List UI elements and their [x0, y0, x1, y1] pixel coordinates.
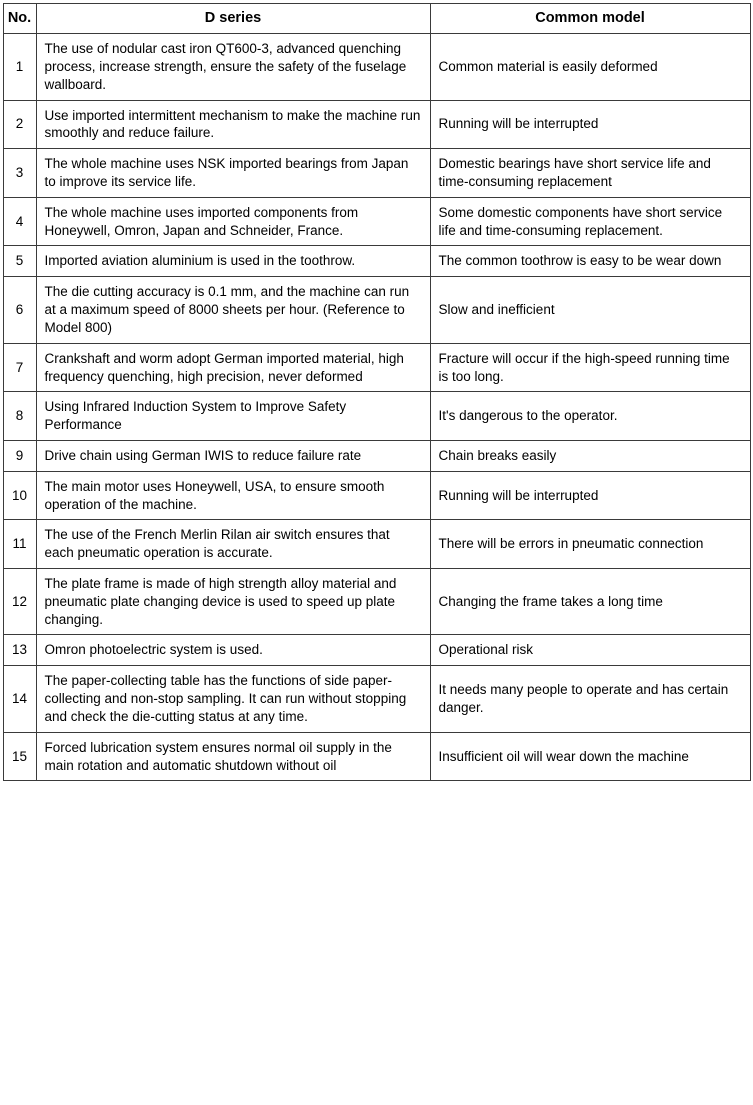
row-number-cell: 10	[3, 471, 36, 520]
row-number-cell: 11	[3, 520, 36, 569]
table-row	[3, 635, 750, 666]
d-series-cell: Using Infrared Induction System to Improve Safety Performance	[36, 392, 430, 441]
d-series-cell: The whole machine uses imported components from Honeywell, Omron, Japan and Schneider, France.	[36, 197, 430, 246]
table-row	[3, 149, 750, 198]
d-series-cell: The whole machine uses NSK imported bearings from Japan to improve its service life.	[36, 149, 430, 198]
common-model-cell: Slow and inefficient	[430, 277, 750, 343]
common-model-cell: Chain breaks easily	[430, 440, 750, 471]
column-header-common-model: Common model	[430, 4, 750, 34]
common-model-cell: There will be errors in pneumatic connection	[430, 520, 750, 569]
common-model-cell: Fracture will occur if the high-speed running time is too long.	[430, 343, 750, 392]
d-series-cell: Crankshaft and worm adopt German imported material, high frequency quenching, high precision, never deformed	[36, 343, 430, 392]
row-number-cell: 14	[3, 666, 36, 732]
row-number-cell: 9	[3, 440, 36, 471]
common-model-cell: The common toothrow is easy to be wear down	[430, 246, 750, 277]
row-number-cell: 8	[3, 392, 36, 441]
d-series-cell: The use of the French Merlin Rilan air switch ensures that each pneumatic operation is accurate.	[36, 520, 430, 569]
common-model-cell: Insufficient oil will wear down the machine	[430, 732, 750, 781]
d-series-cell: The plate frame is made of high strength alloy material and pneumatic plate changing device is used to speed up plate changing.	[36, 569, 430, 635]
row-number-cell: 5	[3, 246, 36, 277]
common-model-cell: Operational risk	[430, 635, 750, 666]
common-model-cell: Running will be interrupted	[430, 471, 750, 520]
row-number-cell: 3	[3, 149, 36, 198]
common-model-cell: Changing the frame takes a long time	[430, 569, 750, 635]
common-model-cell: Running will be interrupted	[430, 100, 750, 149]
column-header-no: No.	[3, 4, 36, 34]
row-number-cell: 13	[3, 635, 36, 666]
d-series-cell: Drive chain using German IWIS to reduce failure rate	[36, 440, 430, 471]
row-number-cell: 15	[3, 732, 36, 781]
d-series-cell: The paper-collecting table has the functions of side paper-collecting and non-stop sampling. It can run without stopping and check the die-cutting status at any time.	[36, 666, 430, 732]
common-model-cell: Some domestic components have short service life and time-consuming replacement.	[430, 197, 750, 246]
table-row	[3, 732, 750, 781]
column-header-d-series: D series	[36, 4, 430, 34]
table-row	[3, 569, 750, 635]
d-series-cell: Imported aviation aluminium is used in the toothrow.	[36, 246, 430, 277]
row-number-cell: 6	[3, 277, 36, 343]
row-number-cell: 1	[3, 34, 36, 100]
d-series-cell: The use of nodular cast iron QT600-3, advanced quenching process, increase strength, ensure the safety of the fuselage wallboard.	[36, 34, 430, 100]
d-series-cell: The die cutting accuracy is 0.1 mm, and the machine can run at a maximum speed of 8000 sheets per hour. (Reference to Model 800)	[36, 277, 430, 343]
row-number-cell: 2	[3, 100, 36, 149]
row-number-cell: 7	[3, 343, 36, 392]
d-series-cell: Forced lubrication system ensures normal oil supply in the main rotation and automatic shutdown without oil	[36, 732, 430, 781]
row-number-cell: 4	[3, 197, 36, 246]
table-row	[3, 440, 750, 471]
common-model-cell: It's dangerous to the operator.	[430, 392, 750, 441]
table-row	[3, 100, 750, 149]
table-row	[3, 277, 750, 343]
table-row	[3, 34, 750, 100]
table-header	[3, 4, 750, 34]
table-row	[3, 343, 750, 392]
common-model-cell: Domestic bearings have short service life and time-consuming replacement	[430, 149, 750, 198]
table-row	[3, 392, 750, 441]
common-model-cell: It needs many people to operate and has certain danger.	[430, 666, 750, 732]
table-header-row	[3, 4, 750, 34]
table-row	[3, 666, 750, 732]
table-row	[3, 197, 750, 246]
common-model-cell: Common material is easily deformed	[430, 34, 750, 100]
table-row	[3, 246, 750, 277]
table-body	[3, 34, 750, 781]
d-series-cell: The main motor uses Honeywell, USA, to ensure smooth operation of the machine.	[36, 471, 430, 520]
row-number-cell: 12	[3, 569, 36, 635]
d-series-cell: Use imported intermittent mechanism to make the machine run smoothly and reduce failure.	[36, 100, 430, 149]
d-series-cell: Omron photoelectric system is used.	[36, 635, 430, 666]
table-row	[3, 520, 750, 569]
table-row	[3, 471, 750, 520]
comparison-table	[3, 3, 751, 781]
